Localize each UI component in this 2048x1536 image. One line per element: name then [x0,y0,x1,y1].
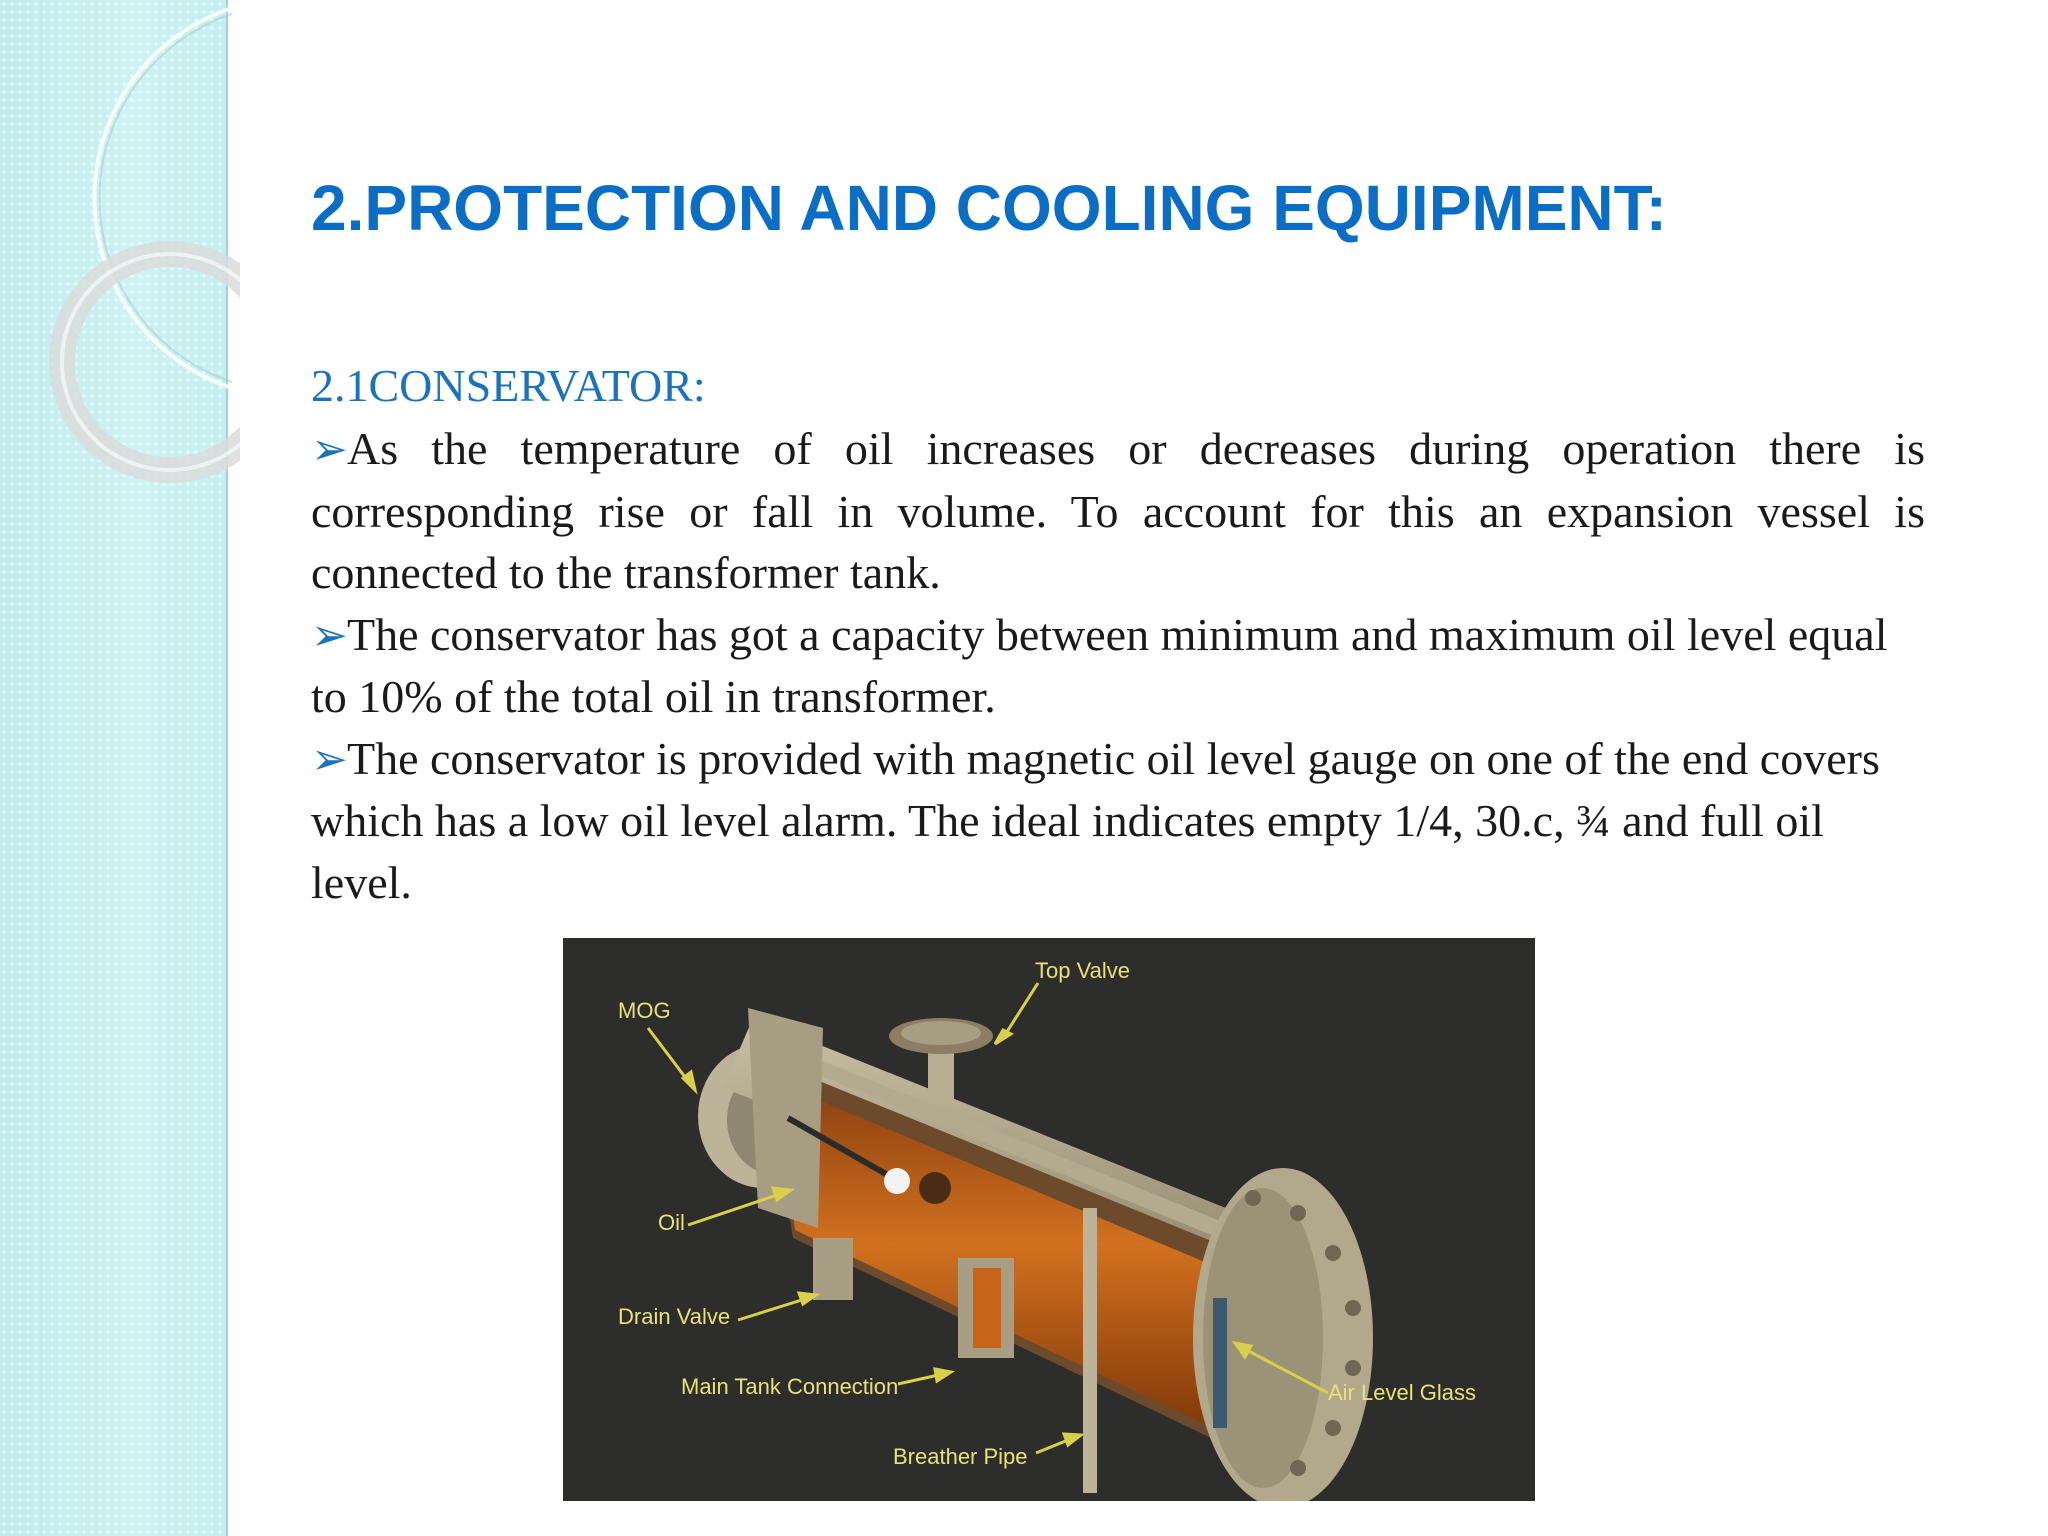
arrow-bullet-icon: ➢ [311,610,348,660]
bullet-item [311,604,1925,728]
label-mog: MOG [618,998,671,1023]
bullet-text: As the temperature of oil increases or decreases during operation there is corresponding rise or fall in volume. To account for this an expansion vessel is connected to the transformer tank. [311,423,1925,598]
slide-title: 2.PROTECTION AND COOLING EQUIPMENT: [311,172,1667,244]
arrow-bullet-icon: ➢ [311,425,348,474]
bullet-item [311,418,1925,604]
bullet-text: The conservator has got a capacity between minimum and maximum oil level equal to 10% of the total oil in transformer. [311,608,1888,722]
label-breather-pipe: Breather Pipe [893,1444,1028,1469]
arrow-bullet-icon: ➢ [311,734,348,784]
decorative-rings [0,0,240,520]
label-oil: Oil [658,1210,685,1235]
bullet-text: The conservator is provided with magnetic oil level gauge on one of the end covers which has a low oil level alarm. The ideal indicates empty 1/4, 30.c, ¾ and full oil level. [311,732,1880,908]
label-main-tank-connection: Main Tank Connection [681,1374,899,1399]
label-air-level-glass: Air Level Glass [1328,1380,1476,1405]
label-top-valve: Top Valve [1035,958,1130,983]
bullet-item [311,728,1925,914]
section-heading: 2.1CONSERVATOR: [311,360,706,411]
bullet-list [311,418,1925,913]
conservator-diagram [563,938,1535,1501]
conservator-illustration [563,938,1535,1501]
label-drain-valve: Drain Valve [618,1304,731,1329]
